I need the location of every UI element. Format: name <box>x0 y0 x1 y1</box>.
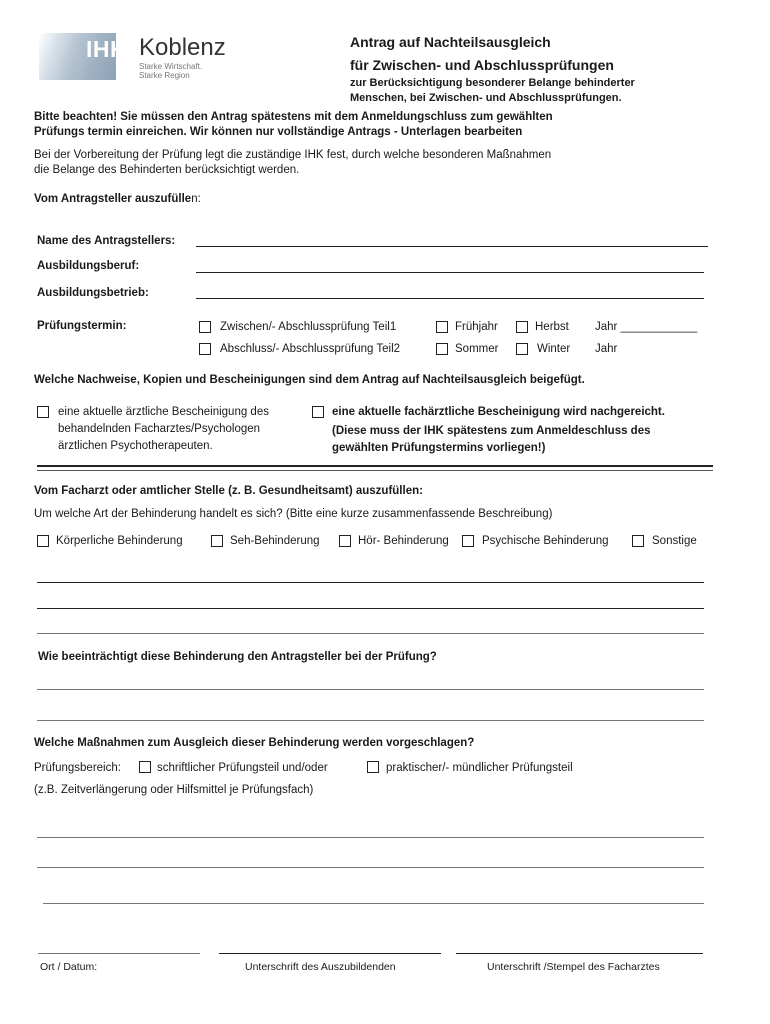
visual-disability-label: Seh-Behinderung <box>230 535 320 547</box>
impact-heading: Wie beeinträchtigt diese Behinderung den Antragsteller bei der Prüfung? <box>38 651 437 663</box>
logo-city: Koblenz <box>139 34 226 61</box>
other-disability-label: Sonstige <box>652 535 697 547</box>
measures-line-1[interactable] <box>37 837 704 838</box>
applicant-section-heading: Vom Antragsteller auszufüllen: <box>34 193 201 205</box>
exam-area-label: Prüfungsbereich: <box>34 762 121 774</box>
exam-part1-label: Zwischen/- Abschlussprüfung Teil1 <box>220 321 397 333</box>
other-disability-checkbox[interactable] <box>632 535 644 547</box>
winter-label: Winter <box>537 343 571 355</box>
physical-disability-checkbox[interactable] <box>37 535 49 547</box>
logo-tagline-2: Starke Region <box>139 71 190 80</box>
autumn-checkbox[interactable] <box>516 321 528 333</box>
visual-disability-checkbox[interactable] <box>211 535 223 547</box>
summer-label: Sommer <box>455 343 499 355</box>
doctor-section-heading: Vom Facharzt oder amtlicher Stelle (z. B. Gesundheitsamt) auszufüllen: <box>34 485 423 497</box>
place-date-line[interactable] <box>38 953 200 954</box>
logo-abbr: IHK <box>86 36 128 62</box>
place-date-label: Ort / Datum: <box>40 961 98 973</box>
spring-checkbox[interactable] <box>436 321 448 333</box>
written-part-label: schriftlicher Prüfungsteil und/oder <box>157 762 328 774</box>
medical-certificate-line-3: ärztlichen Psychotherapeuten. <box>58 440 213 452</box>
psychological-disability-label: Psychische Behinderung <box>482 535 609 547</box>
impact-line-1[interactable] <box>37 689 704 690</box>
section-divider <box>37 465 713 467</box>
form-subtitle-2: Menschen, bei Zwischen- und Abschlussprüfungen. <box>350 92 622 104</box>
trainee-signature-label: Unterschrift des Auszubildenden <box>245 961 396 973</box>
exam-part2-label: Abschluss/- Abschlussprüfung Teil2 <box>220 343 401 355</box>
description-line-1[interactable] <box>37 582 704 583</box>
practical-part-checkbox[interactable] <box>367 761 379 773</box>
company-label: Ausbildungsbetrieb: <box>37 287 149 299</box>
form-title: Antrag auf Nachteilsausgleich <box>350 34 551 50</box>
disability-question: Um welche Art der Behinderung handelt es sich? (Bitte eine kurze zusammenfassende Beschreibung) <box>34 508 553 520</box>
description-line-3[interactable] <box>37 633 704 634</box>
doctor-signature-line[interactable] <box>456 953 703 954</box>
certificate-later-checkbox[interactable] <box>312 406 324 418</box>
logo-tagline-1: Starke Wirtschaft. <box>139 62 203 71</box>
trainee-signature-line[interactable] <box>219 953 441 954</box>
impact-line-2[interactable] <box>37 720 704 721</box>
hearing-disability-checkbox[interactable] <box>339 535 351 547</box>
psychological-disability-checkbox[interactable] <box>462 535 474 547</box>
exam-part2-checkbox[interactable] <box>199 343 211 355</box>
description-line-2[interactable] <box>37 608 704 609</box>
company-field[interactable] <box>196 298 704 299</box>
certificate-later-line-2: (Diese muss der IHK spätestens zum Anmeldeschluss des <box>332 425 651 437</box>
medical-certificate-checkbox[interactable] <box>37 406 49 418</box>
physical-disability-label: Körperliche Behinderung <box>56 535 183 547</box>
name-field[interactable] <box>196 246 708 247</box>
year-field-1[interactable]: Jahr ____________ <box>595 321 698 333</box>
job-label: Ausbildungsberuf: <box>37 260 140 272</box>
year-field-2[interactable]: Jahr <box>595 343 618 355</box>
intro-line-2: die Belange des Behinderten berücksichtigt werden. <box>34 164 300 176</box>
certificate-later-line-1: eine aktuelle fachärztliche Bescheinigung wird nachgereicht. <box>332 406 665 418</box>
medical-certificate-line-2: behandelnden Facharztes/Psychologen <box>58 423 261 435</box>
intro-line-1: Bei der Vorbereitung der Prüfung legt die zuständige IHK fest, durch welche besonderen Maßnahmen <box>34 149 552 161</box>
measures-line-3[interactable] <box>43 903 704 904</box>
documents-heading: Welche Nachweise, Kopien und Bescheinigungen sind dem Antrag auf Nachteilsausgleich beigefügt. <box>34 374 585 386</box>
practical-part-label: praktischer/- mündlicher Prüfungsteil <box>386 762 573 774</box>
medical-certificate-line-1: eine aktuelle ärztliche Bescheinigung des <box>58 406 269 418</box>
doctor-signature-label: Unterschrift /Stempel des Facharztes <box>487 961 660 973</box>
summer-checkbox[interactable] <box>436 343 448 355</box>
hearing-disability-label: Hör- Behinderung <box>358 535 449 547</box>
measures-example: (z.B. Zeitverlängerung oder Hilfsmittel je Prüfungsfach) <box>34 784 314 796</box>
measures-heading: Welche Maßnahmen zum Ausgleich dieser Behinderung werden vorgeschlagen? <box>34 737 475 749</box>
certificate-later-line-3: gewählten Prüfungstermins vorliegen!) <box>332 442 546 454</box>
section-divider-2 <box>37 470 713 471</box>
form-title-2: für Zwischen- und Abschlussprüfungen <box>350 57 614 73</box>
name-label: Name des Antragstellers: <box>37 235 176 247</box>
spring-label: Frühjahr <box>455 321 498 333</box>
written-part-checkbox[interactable] <box>139 761 151 773</box>
autumn-label: Herbst <box>535 321 569 333</box>
job-field[interactable] <box>196 272 704 273</box>
notice-line-2: Prüfungs termin einreichen. Wir können nur vollständige Antrags - Unterlagen bearbeiten <box>34 126 523 138</box>
exam-date-label: Prüfungstermin: <box>37 320 127 332</box>
winter-checkbox[interactable] <box>516 343 528 355</box>
notice-line-1: Bitte beachten! Sie müssen den Antrag spätestens mit dem Anmeldungschluss zum gewählten <box>34 111 553 123</box>
exam-part1-checkbox[interactable] <box>199 321 211 333</box>
form-subtitle-1: zur Berücksichtigung besonderer Belange behinderter <box>350 77 635 89</box>
measures-line-2[interactable] <box>37 867 704 868</box>
